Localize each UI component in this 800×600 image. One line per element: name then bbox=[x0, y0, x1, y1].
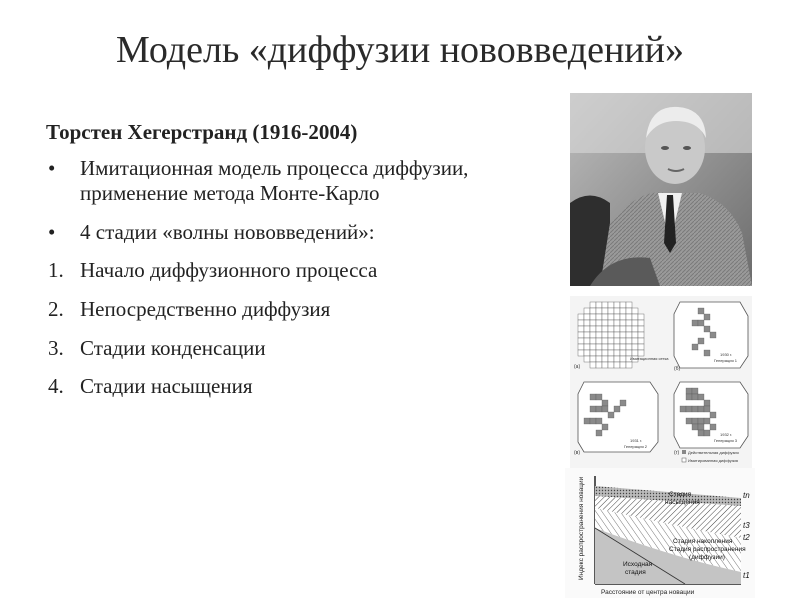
legend-swatch bbox=[682, 458, 686, 462]
portrait-photo bbox=[570, 93, 752, 286]
list-item bbox=[46, 336, 546, 362]
grid-cell bbox=[620, 350, 626, 356]
grid-cell bbox=[626, 308, 632, 314]
grid-cell bbox=[620, 332, 626, 338]
grid-cell bbox=[602, 332, 608, 338]
grid-cell bbox=[614, 320, 620, 326]
grid-cell bbox=[626, 338, 632, 344]
grid-cell bbox=[608, 356, 614, 362]
grid-cell-filled bbox=[704, 350, 710, 356]
grid-cell-filled bbox=[584, 418, 590, 424]
grid-cell bbox=[596, 356, 602, 362]
grid-cell bbox=[596, 320, 602, 326]
grid-cell bbox=[626, 326, 632, 332]
grid-cell bbox=[590, 308, 596, 314]
grid-cell bbox=[578, 344, 584, 350]
grid-cell bbox=[584, 350, 590, 356]
grid-cell-filled bbox=[686, 418, 692, 424]
stage-label: Исходная bbox=[623, 561, 653, 568]
panel-label: (г) bbox=[674, 450, 680, 456]
grid-cell-filled bbox=[710, 424, 716, 430]
grid-cell bbox=[596, 302, 602, 308]
grid-cell bbox=[596, 344, 602, 350]
list-item-text: Непосредственно диффузия bbox=[80, 297, 331, 322]
grid-cell-filled bbox=[620, 400, 626, 406]
grid-cell bbox=[602, 308, 608, 314]
grid-cell bbox=[590, 332, 596, 338]
grid-cell-filled bbox=[596, 430, 602, 436]
grid-cell bbox=[608, 344, 614, 350]
grid-cell bbox=[590, 362, 596, 368]
grid-cell bbox=[602, 338, 608, 344]
author-heading: Торстен Хегерстранд (1916-2004) bbox=[46, 120, 358, 144]
grid-cell bbox=[590, 302, 596, 308]
grid-cell-filled bbox=[710, 412, 716, 418]
grid-cell-filled bbox=[602, 424, 608, 430]
grid-cell-filled bbox=[704, 418, 710, 424]
grid-cell bbox=[602, 356, 608, 362]
grid-cell-filled bbox=[590, 418, 596, 424]
diffusion-stage-graph bbox=[565, 468, 755, 598]
grid-cell bbox=[602, 302, 608, 308]
grid-cell bbox=[596, 326, 602, 332]
grid-cell-filled bbox=[698, 338, 704, 344]
grid-cell bbox=[614, 356, 620, 362]
grid-cell bbox=[620, 308, 626, 314]
grid-cell-filled bbox=[692, 344, 698, 350]
list-item bbox=[46, 220, 546, 246]
grid-cell bbox=[596, 332, 602, 338]
stage-label: насыщения bbox=[665, 499, 700, 506]
time-label: t1 bbox=[743, 571, 750, 580]
grid-cell-filled bbox=[608, 412, 614, 418]
grid-cell-filled bbox=[698, 406, 704, 412]
grid-cell bbox=[632, 320, 638, 326]
y-axis-label: Индекс распространения новации bbox=[578, 476, 585, 580]
grid-cell bbox=[614, 302, 620, 308]
grid-cell bbox=[638, 326, 644, 332]
grid-cell bbox=[602, 350, 608, 356]
grid-cell bbox=[584, 338, 590, 344]
grid-cell bbox=[638, 338, 644, 344]
list-item-text: Стадии насыщения bbox=[80, 374, 253, 399]
grid-cell bbox=[590, 344, 596, 350]
grid-panel-d bbox=[674, 382, 748, 463]
grid-cell bbox=[578, 320, 584, 326]
panel-label: (б) bbox=[674, 366, 681, 372]
grid-cell bbox=[608, 302, 614, 308]
grid-cell bbox=[620, 356, 626, 362]
grid-cell bbox=[638, 314, 644, 320]
grid-cell-filled bbox=[602, 400, 608, 406]
grid-cell-filled bbox=[698, 394, 704, 400]
grid-cell-filled bbox=[698, 424, 704, 430]
grid-cell bbox=[578, 332, 584, 338]
grid-cell-filled bbox=[686, 394, 692, 400]
grid-panel-c bbox=[574, 382, 658, 456]
slide-content bbox=[46, 120, 546, 413]
grid-cell-filled bbox=[698, 320, 704, 326]
grid-cell-filled bbox=[704, 430, 710, 436]
stage-label: Стадия bbox=[669, 491, 692, 498]
grid-cell bbox=[578, 314, 584, 320]
grid-caption: Имитационная сетка bbox=[630, 356, 669, 361]
grid-cell bbox=[608, 362, 614, 368]
grid-cell bbox=[584, 356, 590, 362]
time-label: t2 bbox=[743, 533, 750, 542]
grid-cell bbox=[626, 314, 632, 320]
grid-cell-filled bbox=[698, 418, 704, 424]
time-label: t3 bbox=[743, 521, 750, 530]
list-marker: 1. bbox=[48, 258, 64, 283]
grid-cell-filled bbox=[596, 394, 602, 400]
grid-cell bbox=[626, 344, 632, 350]
grid-cell-filled bbox=[698, 308, 704, 314]
grid-cell-filled bbox=[596, 406, 602, 412]
grid-cell-filled bbox=[698, 430, 704, 436]
grid-caption: Генерация 2 bbox=[624, 444, 648, 449]
grid-cell bbox=[608, 338, 614, 344]
grid-cell-filled bbox=[590, 394, 596, 400]
grid-cell-filled bbox=[614, 406, 620, 412]
grid-cell bbox=[620, 344, 626, 350]
grid-cell bbox=[584, 344, 590, 350]
list-item bbox=[46, 258, 546, 284]
grid-cell bbox=[590, 314, 596, 320]
grid-cell bbox=[584, 326, 590, 332]
grid-cell-filled bbox=[692, 418, 698, 424]
grid-cell bbox=[596, 314, 602, 320]
grid-cell-filled bbox=[710, 332, 716, 338]
list-marker: 2. bbox=[48, 297, 64, 322]
grid-cell bbox=[620, 338, 626, 344]
grid-cell bbox=[578, 338, 584, 344]
list-item-text: Имитационная модель процесса диффузии, применение метода Монте-Карло bbox=[80, 155, 469, 206]
grid-cell bbox=[584, 314, 590, 320]
legend-label: Действительная диффузия bbox=[688, 450, 739, 455]
grid-cell bbox=[608, 314, 614, 320]
grid-cell bbox=[626, 332, 632, 338]
grid-cell-filled bbox=[704, 406, 710, 412]
list-marker: • bbox=[48, 219, 56, 244]
stage-label: (диффузии) bbox=[689, 554, 725, 561]
time-label: tn bbox=[743, 491, 750, 500]
grid-cell bbox=[614, 326, 620, 332]
grid-cell bbox=[596, 362, 602, 368]
grid-cell-filled bbox=[704, 400, 710, 406]
grid-cell bbox=[626, 362, 632, 368]
grid-cell-filled bbox=[704, 326, 710, 332]
grid-panel-b bbox=[674, 302, 748, 372]
grid-cell-filled bbox=[692, 388, 698, 394]
grid-cell bbox=[620, 302, 626, 308]
slide-title: Модель «диффузии нововведений» bbox=[116, 29, 684, 71]
grid-cell bbox=[620, 314, 626, 320]
legend-swatch bbox=[682, 450, 686, 454]
panel-label: (в) bbox=[574, 450, 580, 456]
list-item-text: Стадии конденсации bbox=[80, 335, 266, 360]
grid-cell bbox=[620, 320, 626, 326]
grid-cell-filled bbox=[692, 320, 698, 326]
grid-cell bbox=[584, 332, 590, 338]
list-marker: 4. bbox=[48, 374, 64, 399]
grid-cell bbox=[632, 308, 638, 314]
grid-cell bbox=[596, 350, 602, 356]
grid-caption: Генерация 3 bbox=[714, 438, 738, 443]
grid-cell bbox=[608, 308, 614, 314]
grid-cell-filled bbox=[602, 406, 608, 412]
grid-cell bbox=[590, 326, 596, 332]
grid-cell bbox=[590, 338, 596, 344]
grid-cell-filled bbox=[680, 406, 686, 412]
grid-cell bbox=[614, 338, 620, 344]
grid-cell bbox=[638, 344, 644, 350]
grid-cell bbox=[614, 362, 620, 368]
grid-cell bbox=[632, 332, 638, 338]
grid-cell bbox=[602, 344, 608, 350]
grid-cell bbox=[614, 332, 620, 338]
grid-cell bbox=[590, 320, 596, 326]
grid-cell bbox=[602, 362, 608, 368]
grid-cell-filled bbox=[686, 388, 692, 394]
grid-cell bbox=[608, 332, 614, 338]
grid-cell bbox=[584, 308, 590, 314]
grid-cell bbox=[578, 326, 584, 332]
grid-cell bbox=[608, 350, 614, 356]
grid-cell bbox=[614, 350, 620, 356]
grid-cell-filled bbox=[692, 394, 698, 400]
grid-caption: Генерация 1 bbox=[714, 358, 738, 363]
grid-caption: 1930 г. bbox=[720, 352, 733, 357]
grid-cell bbox=[626, 302, 632, 308]
grid-caption: 1932 г. bbox=[720, 432, 733, 437]
x-axis-label: Расстояние от центра новации bbox=[601, 589, 695, 596]
grid-cell bbox=[602, 314, 608, 320]
grid-cell bbox=[602, 320, 608, 326]
grid-cell bbox=[632, 338, 638, 344]
grid-cell-filled bbox=[686, 406, 692, 412]
grid-cell bbox=[608, 326, 614, 332]
grid-cell bbox=[602, 326, 608, 332]
grid-cell bbox=[632, 326, 638, 332]
grid-cell bbox=[620, 362, 626, 368]
grid-cell bbox=[632, 344, 638, 350]
grid-cell-filled bbox=[692, 406, 698, 412]
grid-cell-filled bbox=[596, 418, 602, 424]
grid-cell bbox=[614, 344, 620, 350]
grid-cell bbox=[596, 338, 602, 344]
grid-cell bbox=[638, 332, 644, 338]
list-item-text: Начало диффузионного процесса bbox=[80, 258, 378, 283]
grid-cell bbox=[626, 320, 632, 326]
stage-label: Стадия распространения bbox=[669, 546, 746, 553]
grid-cell bbox=[632, 314, 638, 320]
grid-cell bbox=[596, 308, 602, 314]
list-item-text: 4 стадии «волны нововведений»: bbox=[80, 219, 375, 244]
stage-label: стадия bbox=[625, 569, 646, 576]
grid-cell bbox=[590, 350, 596, 356]
list-marker: 3. bbox=[48, 335, 64, 360]
panel-label: (а) bbox=[574, 364, 581, 370]
list-item bbox=[46, 297, 546, 323]
list-item bbox=[46, 156, 546, 207]
grid-cell bbox=[614, 308, 620, 314]
grid-cell bbox=[578, 350, 584, 356]
grid-cell bbox=[590, 356, 596, 362]
list-item bbox=[46, 374, 546, 400]
grid-cell bbox=[620, 326, 626, 332]
stage-label: Стадия накопления bbox=[673, 538, 733, 545]
grid-cell bbox=[584, 320, 590, 326]
diffusion-grid-figure bbox=[570, 296, 752, 468]
grid-cell-filled bbox=[704, 314, 710, 320]
legend-label: Имитированная диффузия bbox=[688, 458, 738, 463]
grid-cell-filled bbox=[590, 406, 596, 412]
grid-cell bbox=[638, 320, 644, 326]
list-marker: • bbox=[48, 155, 56, 180]
grid-cell bbox=[614, 314, 620, 320]
grid-cell-filled bbox=[692, 424, 698, 430]
grid-cell bbox=[608, 320, 614, 326]
grid-caption: 1931 г. bbox=[630, 438, 643, 443]
